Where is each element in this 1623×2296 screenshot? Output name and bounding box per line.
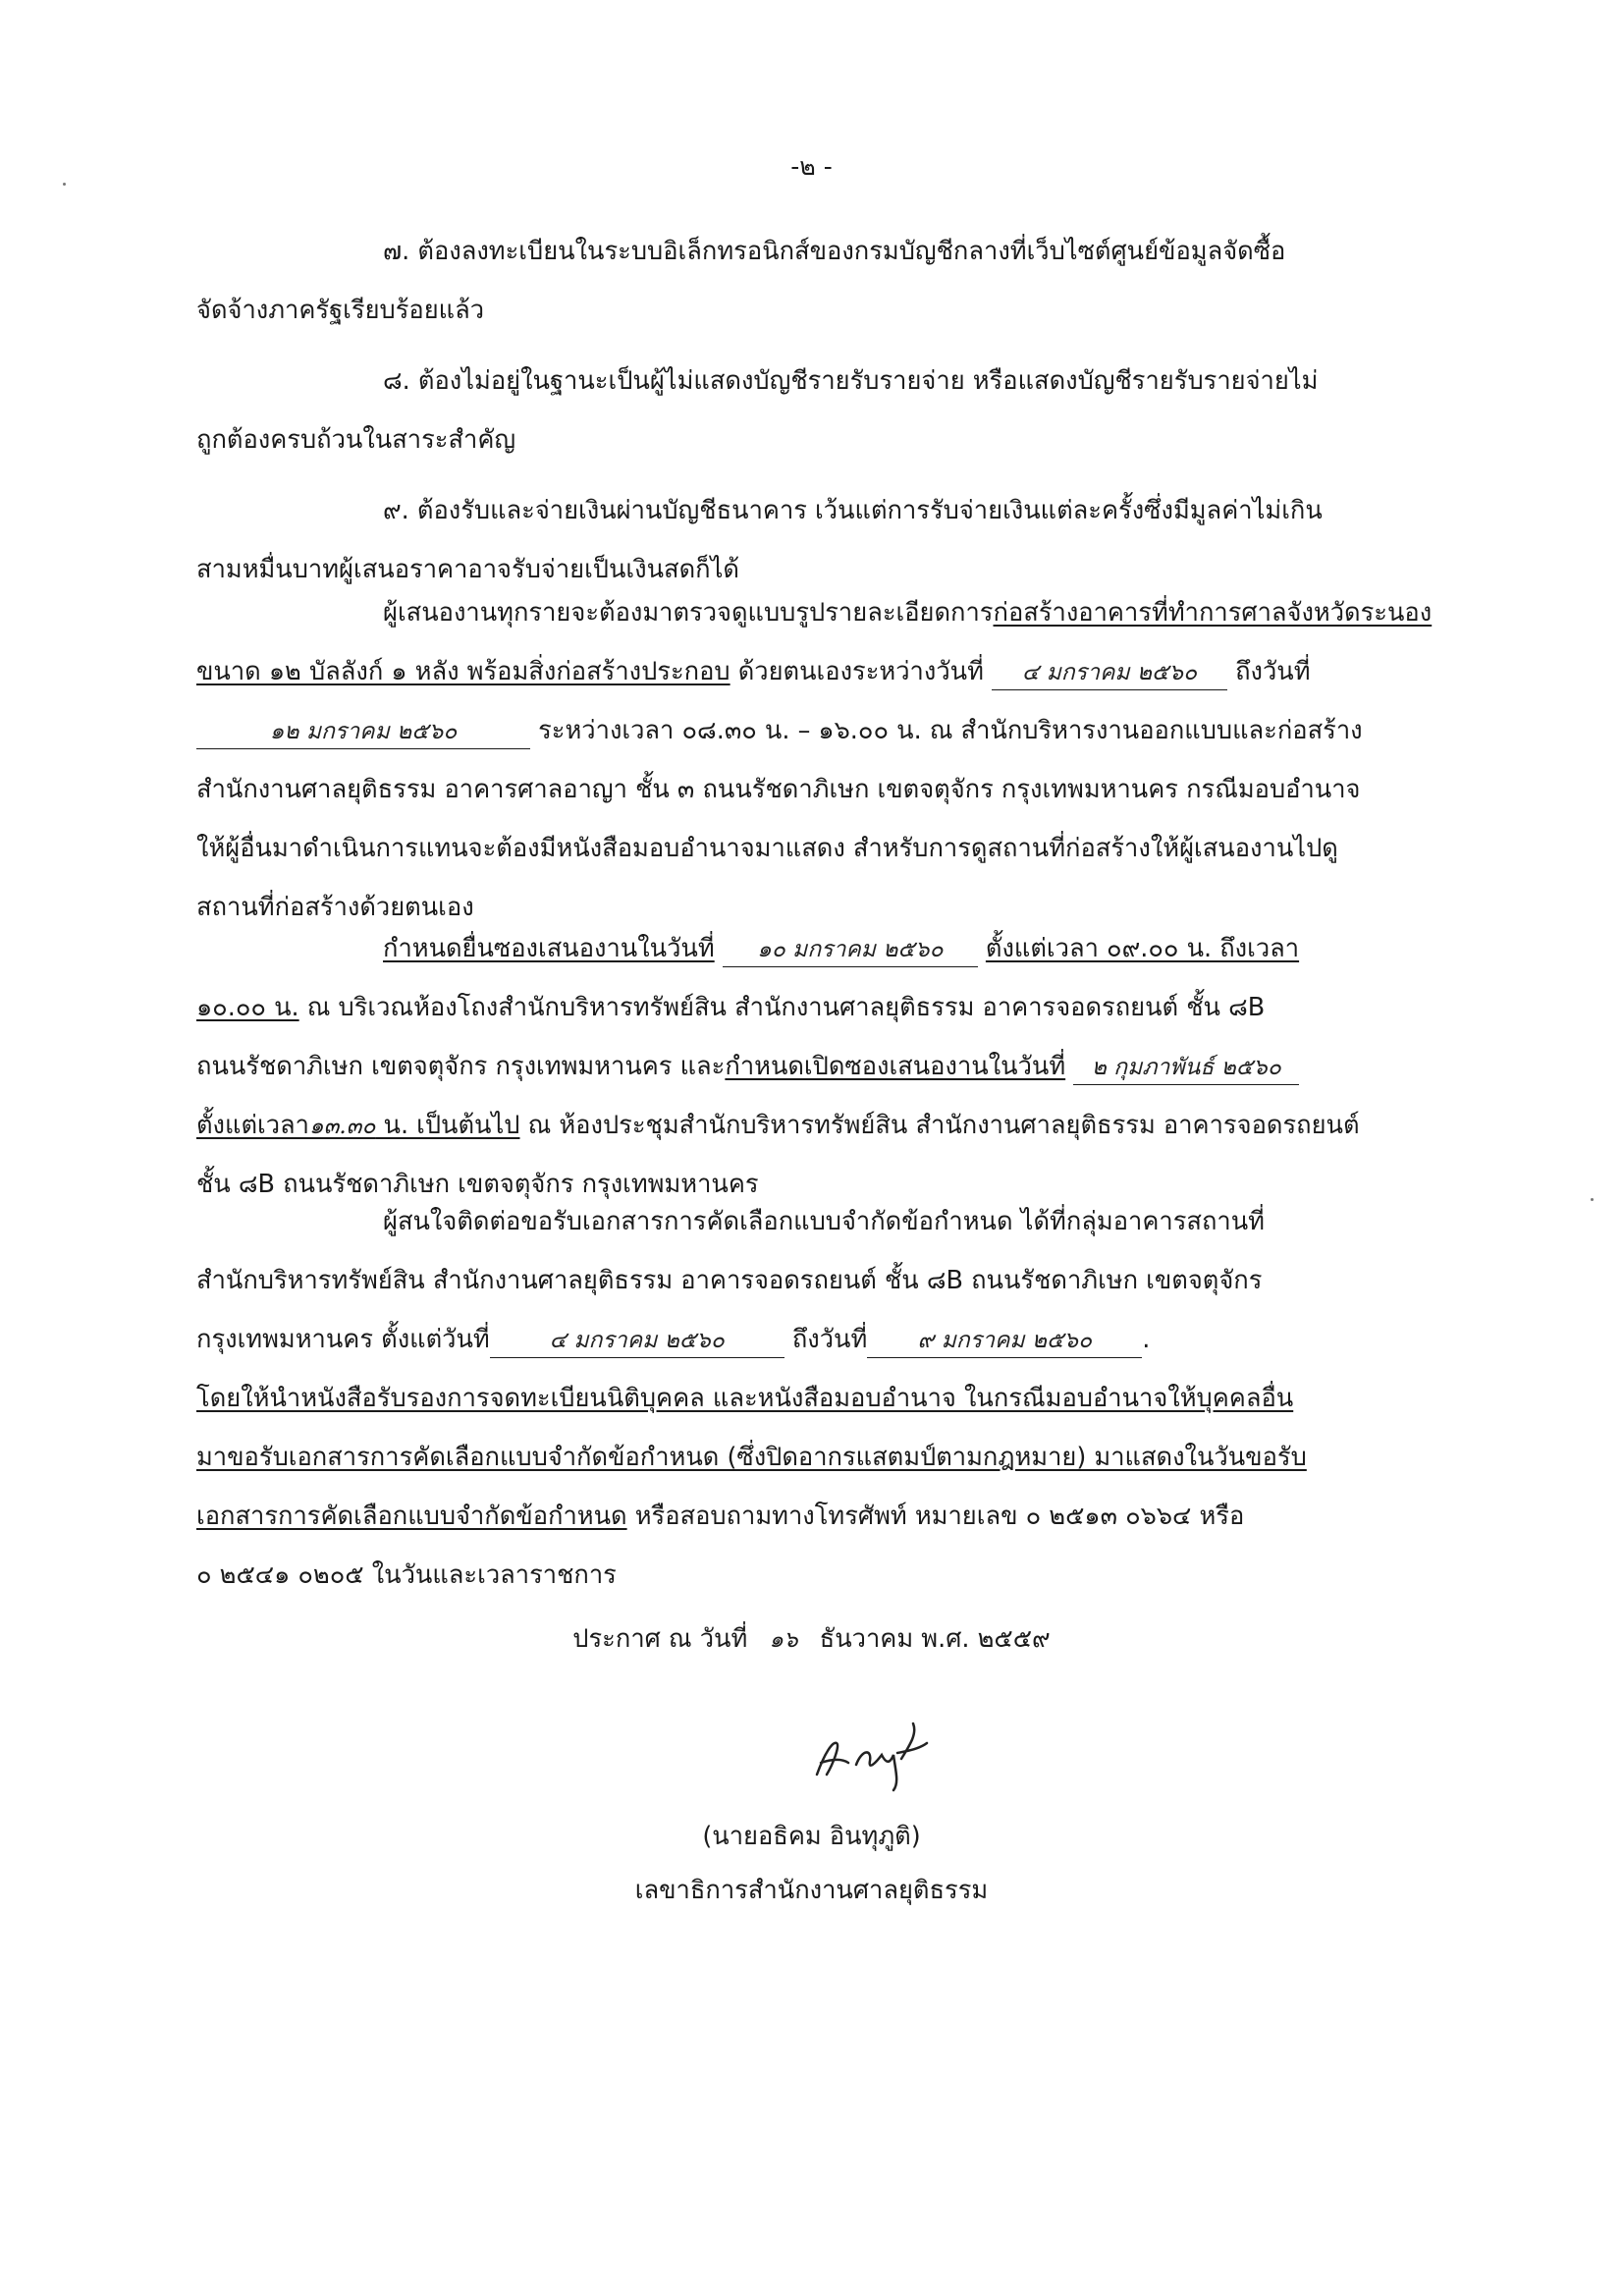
contact-line-5: มาขอรับเอกสารการคัดเลือกแบบจำกัดข้อกำหนด (ซึ่งปิดอากรแสตมป์ตามกฎหมาย) มาแสดงในวันขอรับ [196,1443,1307,1472]
signatory-name: (นายอธิคม อินทุภูติ) [702,1822,921,1851]
site-visit-between: ด้วยตนเองระหว่างวันที่ [730,657,992,686]
item-9-line-2: สามหมื่นบาทผู้เสนอราคาอาจรับจ่ายเป็นเงินสดก็ได้ [196,555,739,584]
item-7-line-2: จัดจ้างภาครัฐเรียบร้อยแล้ว [196,296,485,325]
project-name: ก่อสร้างอาคารที่ทำการศาลจังหวัดระนอง [993,598,1433,628]
site-visit-intro: ผู้เสนองานทุกรายจะต้องมาตรวจดูแบบรูปรายละเอียดการ [383,598,994,628]
opening-location: ณ ห้องประชุมสำนักบริหารทรัพย์สิน สำนักงานศาลยุติธรรม อาคารจอดรถยนต์ [519,1111,1360,1140]
contact-period-from-label: กรุงเทพมหานคร ตั้งแต่วันที่ [196,1325,490,1354]
submission-time-to: ๑๐.๐๐ น. [196,993,299,1022]
submission-address: ถนนรัชดาภิเษก เขตจตุจักร กรุงเทพมหานคร และ [196,1052,726,1081]
opening-time-suffix: น. เป็นต้นไป [375,1111,520,1140]
contact-line-3-period: . [1142,1325,1151,1354]
site-visit-line-3 [196,701,1363,760]
submission-line-3 [196,1037,1299,1096]
contact-line-7: ๐ ๒๕๔๑ ๐๒๐๕ ในวันและเวลาราชการ [196,1560,617,1590]
contact-phone: หรือสอบถามทางโทรศัพท์ หมายเลข ๐ ๒๕๑๓ ๐๖๖๔ หรือ [626,1502,1245,1531]
handwritten-visit-date-from: ๔ มกราคม ๒๕๖๐ [992,656,1227,690]
signature [803,1714,960,1802]
project-size: ขนาด ๑๒ บัลลังก์ ๑ หลัง พร้อมสิ่งก่อสร้างประกอบ [196,657,730,686]
handwritten-contact-date-to: ๙ มกราคม ๒๕๖๐ [867,1324,1142,1358]
submission-time-from: ตั้งแต่เวลา ๐๙.๐๐ น. ถึงเวลา [985,934,1300,963]
site-visit-hours: ระหว่างเวลา ๐๘.๓๐ น. – ๑๖.๐๐ น. ณ สำนักบริหารงานออกแบบและก่อสร้าง [538,716,1363,745]
submission-date-label: กำหนดยื่นซองเสนองานในวันที่ [383,934,715,963]
handwritten-opening-time: ๑๓.๓๐ [309,1114,376,1139]
handwritten-contact-date-from: ๔ มกราคม ๒๕๖๐ [490,1324,784,1358]
site-visit-line-5: ให้ผู้อื่นมาดำเนินการแทนจะต้องมีหนังสือมอบอำนาจมาแสดง สำหรับการดูสถานที่ก่อสร้างให้ผู้เสนองานไปดู [196,834,1338,863]
contact-line-3 [196,1310,1150,1369]
submission-line-5: ชั้น ๘B ถนนรัชดาภิเษก เขตจตุจักร กรุงเทพมหานคร [196,1170,759,1199]
handwritten-opening-date: ๒ กุมภาพันธ์ ๒๕๖๐ [1073,1051,1299,1085]
submission-line-2 [196,978,1265,1037]
handwritten-visit-date-to: ๑๒ มกราคม ๒๕๖๐ [196,715,530,749]
contact-line-6 [196,1487,1244,1546]
scan-speck [1591,1198,1594,1201]
handwritten-submission-date: ๑๐ มกราคม ๒๕๖๐ [723,933,978,967]
opening-date-label: กำหนดเปิดซองเสนองานในวันที่ [725,1052,1066,1081]
submission-location: ณ บริเวณห้องโถงสำนักบริหารทรัพย์สิน สำนักงานศาลยุติธรรม อาคารจอดรถยนต์ ชั้น ๘B [298,993,1266,1022]
site-visit-line-6: สถานที่ก่อสร้างด้วยตนเอง [196,893,474,922]
contact-line-4: โดยให้นำหนังสือรับรองการจดทะเบียนนิติบุคคล และหนังสือมอบอำนาจ ในกรณีมอบอำนาจให้บุคคลอื่น [196,1384,1294,1413]
announcement-month-year: ธันวาคม พ.ศ. ๒๕๕๙ [819,1624,1051,1654]
announcement-date [0,1614,1623,1665]
item-8-line-1: ๘. ต้องไม่อยู่ในฐานะเป็นผู้ไม่แสดงบัญชีรายรับรายจ่าย หรือแสดงบัญชีรายรับรายจ่ายไม่ [383,366,1319,396]
opening-time-label: ตั้งแต่เวลา [196,1111,309,1140]
documents-requirement: เอกสารการคัดเลือกแบบจำกัดข้อกำหนด [196,1502,627,1531]
contact-line-1: ผู้สนใจติดต่อขอรับเอกสารการคัดเลือกแบบจำกัดข้อกำหนด ได้ที่กลุ่มอาคารสถานที่ [383,1207,1265,1236]
contact-line-2: สำนักบริหารทรัพย์สิน สำนักงานศาลยุติธรรม อาคารจอดรถยนต์ ชั้น ๘B ถนนรัชดาภิเษก เขตจตุจักร [196,1266,1263,1295]
site-visit-until: ถึงวันที่ [1235,657,1311,686]
contact-period-to-label: ถึงวันที่ [791,1325,868,1354]
signatory-position: เลขาธิการสำนักงานศาลยุติธรรม [634,1876,989,1905]
site-visit-line-1 [383,583,1432,642]
item-9-line-1: ๙. ต้องรับและจ่ายเงินผ่านบัญชีธนาคาร เว้นแต่การรับจ่ายเงินแต่ละครั้งซึ่งมีมูลค่าไม่เกิน [383,496,1323,525]
site-visit-line-4: สำนักงานศาลยุติธรรม อาคารศาลอาญา ชั้น ๓ ถนนรัชดาภิเษก เขตจตุจักร กรุงเทพมหานคร กรณีมอบอำนาจ [196,775,1361,804]
item-8-line-2: ถูกต้องครบถ้วนในสาระสำคัญ [196,425,516,455]
submission-line-4 [196,1096,1360,1155]
announcement-date-label: ประกาศ ณ วันที่ [572,1624,748,1654]
page-number: -๒ - [790,152,833,181]
handwritten-announcement-day: ๑๖ [769,1627,798,1653]
item-7-line-1: ๗. ต้องลงทะเบียนในระบบอิเล็กทรอนิกส์ของกรมบัญชีกลางที่เว็บไซต์ศูนย์ข้อมูลจัดซื้อ [383,237,1286,266]
site-visit-line-2 [196,642,1311,701]
submission-line-1 [383,919,1299,978]
